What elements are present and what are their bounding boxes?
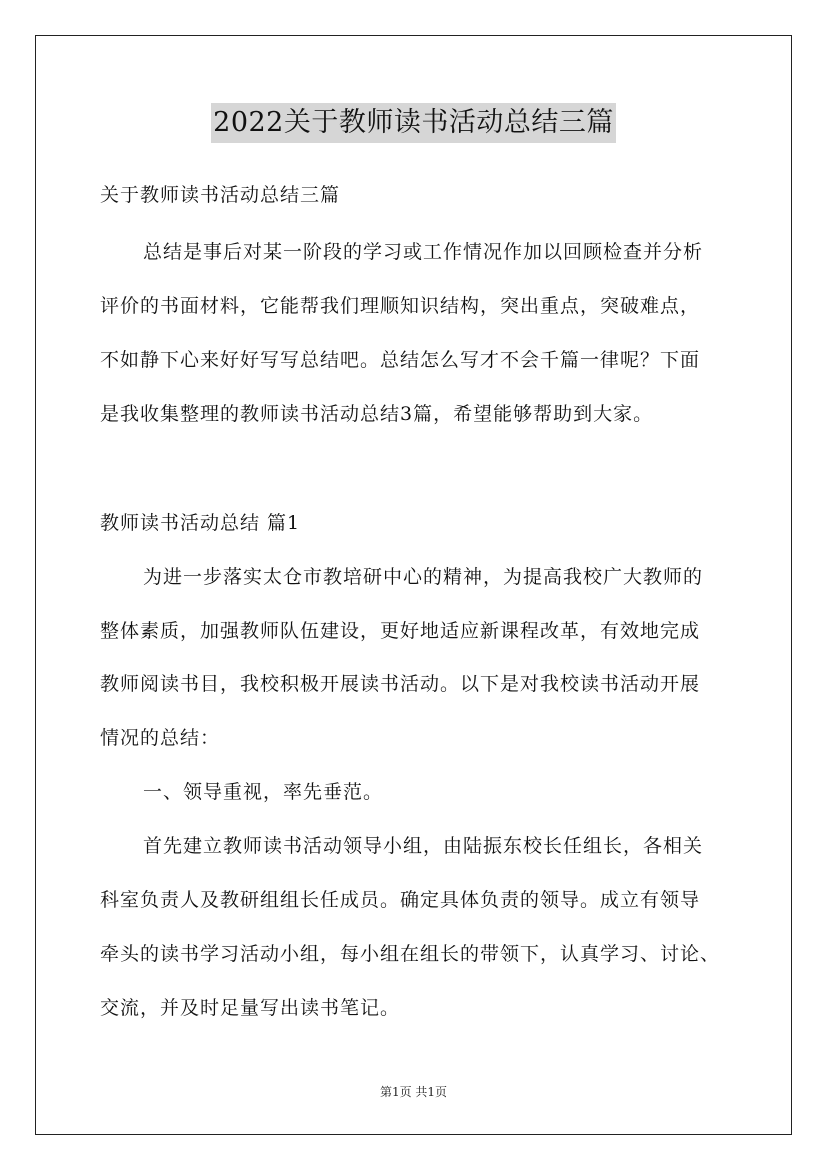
paragraph-line: 为进一步落实太仓市教培研中心的精神，为提高我校广大教师的 bbox=[143, 566, 704, 588]
paragraph-line: 交流，并及时足量写出读书笔记。 bbox=[100, 997, 401, 1019]
paragraph-line: 总结是事后对某一阶段的学习或工作情况作加以回顾检查并分析 bbox=[143, 241, 704, 263]
paragraph-line: 牵头的读书学习活动小组，每小组在组长的带领下，认真学习、讨论、 bbox=[100, 943, 721, 965]
paragraph-line: 首先建立教师读书活动领导小组，由陆振东校长任组长，各相关 bbox=[143, 835, 704, 857]
paragraph-line: 教师阅读书目，我校积极开展读书活动。以下是对我校读书活动开展 bbox=[100, 673, 701, 695]
paragraph-line: 是我收集整理的教师读书活动总结3篇，希望能够帮助到大家。 bbox=[100, 403, 654, 425]
section-heading: 教师读书活动总结 篇1 bbox=[100, 512, 301, 534]
page-footer: 第1页 共1页 bbox=[379, 1085, 448, 1099]
paragraph-line: 整体素质，加强教师队伍建设，更好地适应新课程改革，有效地完成 bbox=[100, 620, 701, 642]
paragraph-line: 不如静下心来好好写写总结吧。总结怎么写才不会千篇一律呢？下面 bbox=[100, 349, 701, 371]
paragraph-line: 情况的总结： bbox=[100, 727, 221, 749]
subheading-line: 一、领导重视，率先垂范。 bbox=[143, 781, 384, 803]
paragraph-line: 科室负责人及教研组组长任成员。确定具体负责的领导。成立有领导 bbox=[100, 889, 701, 911]
paragraph-line: 评价的书面材料，它能帮我们理顺知识结构，突出重点，突破难点， bbox=[100, 295, 701, 317]
subtitle-line: 关于教师读书活动总结三篇 bbox=[100, 184, 341, 206]
document-title: 2022关于教师读书活动总结三篇 bbox=[211, 103, 616, 143]
